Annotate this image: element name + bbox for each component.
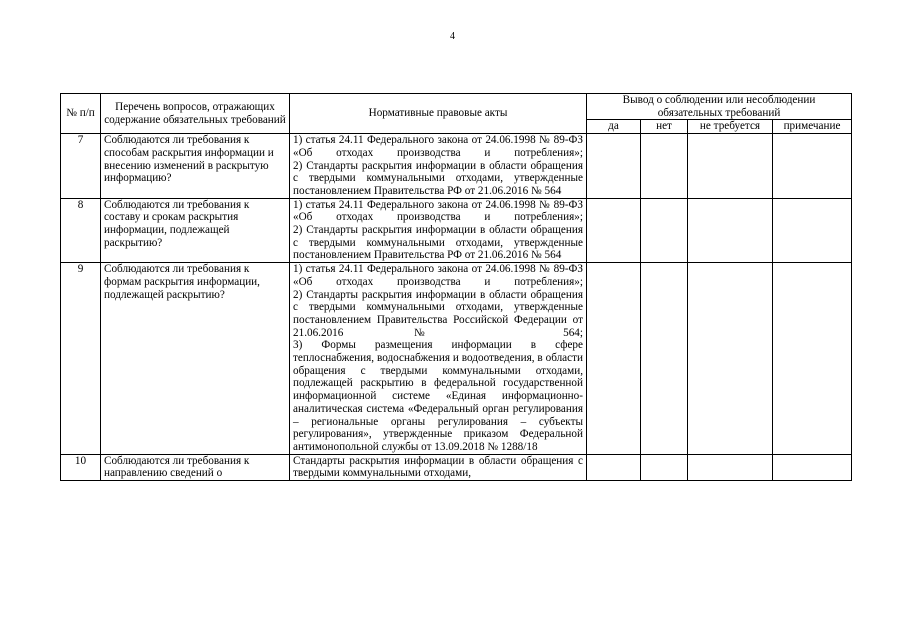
act-item: 1) статья 24.11 Федерального закона от 24.06.1998 № 89-ФЗ «Об отходах производства и потребления»;: [293, 263, 583, 288]
cell-yes: [587, 454, 641, 480]
header-no: нет: [641, 120, 688, 134]
cell-note: [773, 263, 852, 455]
act-item: 2) Стандарты раскрытия информации в области обращения с твердыми коммунальными отходами, утвержденные постановлением Правительства РФ от 21.06.2016 № 564: [293, 224, 583, 262]
cell-yes: [587, 134, 641, 199]
row-question: Соблюдаются ли требования к составу и срокам раскрытия информации, подлежащей раскрытию?: [101, 198, 290, 263]
cell-not-required: [688, 198, 773, 263]
act-item: 1) статья 24.11 Федерального закона от 24.06.1998 № 89-ФЗ «Об отходах производства и потребления»;: [293, 134, 583, 159]
row-acts: [290, 134, 587, 199]
cell-note: [773, 198, 852, 263]
requirements-table: [60, 93, 852, 481]
page-number: 4: [450, 31, 455, 42]
row-acts: [290, 198, 587, 263]
header-row: [61, 94, 852, 120]
table-row: [61, 263, 852, 455]
cell-note: [773, 454, 852, 480]
act-item: 2) Стандарты раскрытия информации в области обращения с твердыми коммунальными отходами, утвержденные постановлением Правительства РФ от 21.06.2016 № 564: [293, 159, 583, 197]
cell-not-required: [688, 134, 773, 199]
cell-no: [641, 198, 688, 263]
row-number: 9: [61, 263, 101, 455]
header-yes: да: [587, 120, 641, 134]
header-acts: Нормативные правовые акты: [290, 94, 587, 134]
table-row: [61, 134, 852, 199]
table-row: [61, 198, 852, 263]
cell-yes: [587, 198, 641, 263]
header-questions: Перечень вопросов, отражающих содержание обязательных требований: [101, 94, 290, 134]
cell-not-required: [688, 454, 773, 480]
row-number: 8: [61, 198, 101, 263]
header-not-required: не требуется: [688, 120, 773, 134]
row-number: 7: [61, 134, 101, 199]
row-question: Соблюдаются ли требования к направлению сведений о: [101, 454, 290, 480]
act-item: 1) статья 24.11 Федерального закона от 24.06.1998 № 89-ФЗ «Об отходах производства и потребления»;: [293, 198, 583, 224]
header-conclusion: Вывод о соблюдении или несоблюдении обязательных требований: [587, 94, 852, 120]
row-acts: [290, 454, 587, 480]
row-number: 10: [61, 454, 101, 480]
table-row: [61, 454, 852, 480]
row-question: Соблюдаются ли требования к формам раскрытия информации, подлежащей раскрытию?: [101, 263, 290, 455]
act-item: 3) Формы размещения информации в сфере теплоснабжения, водоснабжения и водоотведения, в области обращения с твердыми коммунальными отходами, подлежащей раскрытию в федеральной государственной информационной системе «Единая информационно-аналитическая система «Федеральный орган регулирования – региональные органы регулирования – субъекты регулирования», утвержденные приказом Федеральной антимонопольной службы от 13.09.2018 № 1288/18: [293, 339, 583, 453]
cell-no: [641, 454, 688, 480]
row-question: Соблюдаются ли требования к способам раскрытия информации и внесению изменений в раскрытую информацию?: [101, 134, 290, 199]
act-item: Стандарты раскрытия информации в области обращения с твердыми коммунальными отходами,: [293, 454, 583, 480]
cell-no: [641, 263, 688, 455]
header-num: № п/п: [61, 94, 101, 134]
header-note: примечание: [773, 120, 852, 134]
row-acts: [290, 263, 587, 455]
cell-yes: [587, 263, 641, 455]
act-item: 2) Стандарты раскрытия информации в области обращения с твердыми коммунальными отходами, утвержденные постановлением Правительства Российской Федерации от 21.06.2016 № 564;: [293, 288, 583, 339]
cell-not-required: [688, 263, 773, 455]
cell-note: [773, 134, 852, 199]
cell-no: [641, 134, 688, 199]
